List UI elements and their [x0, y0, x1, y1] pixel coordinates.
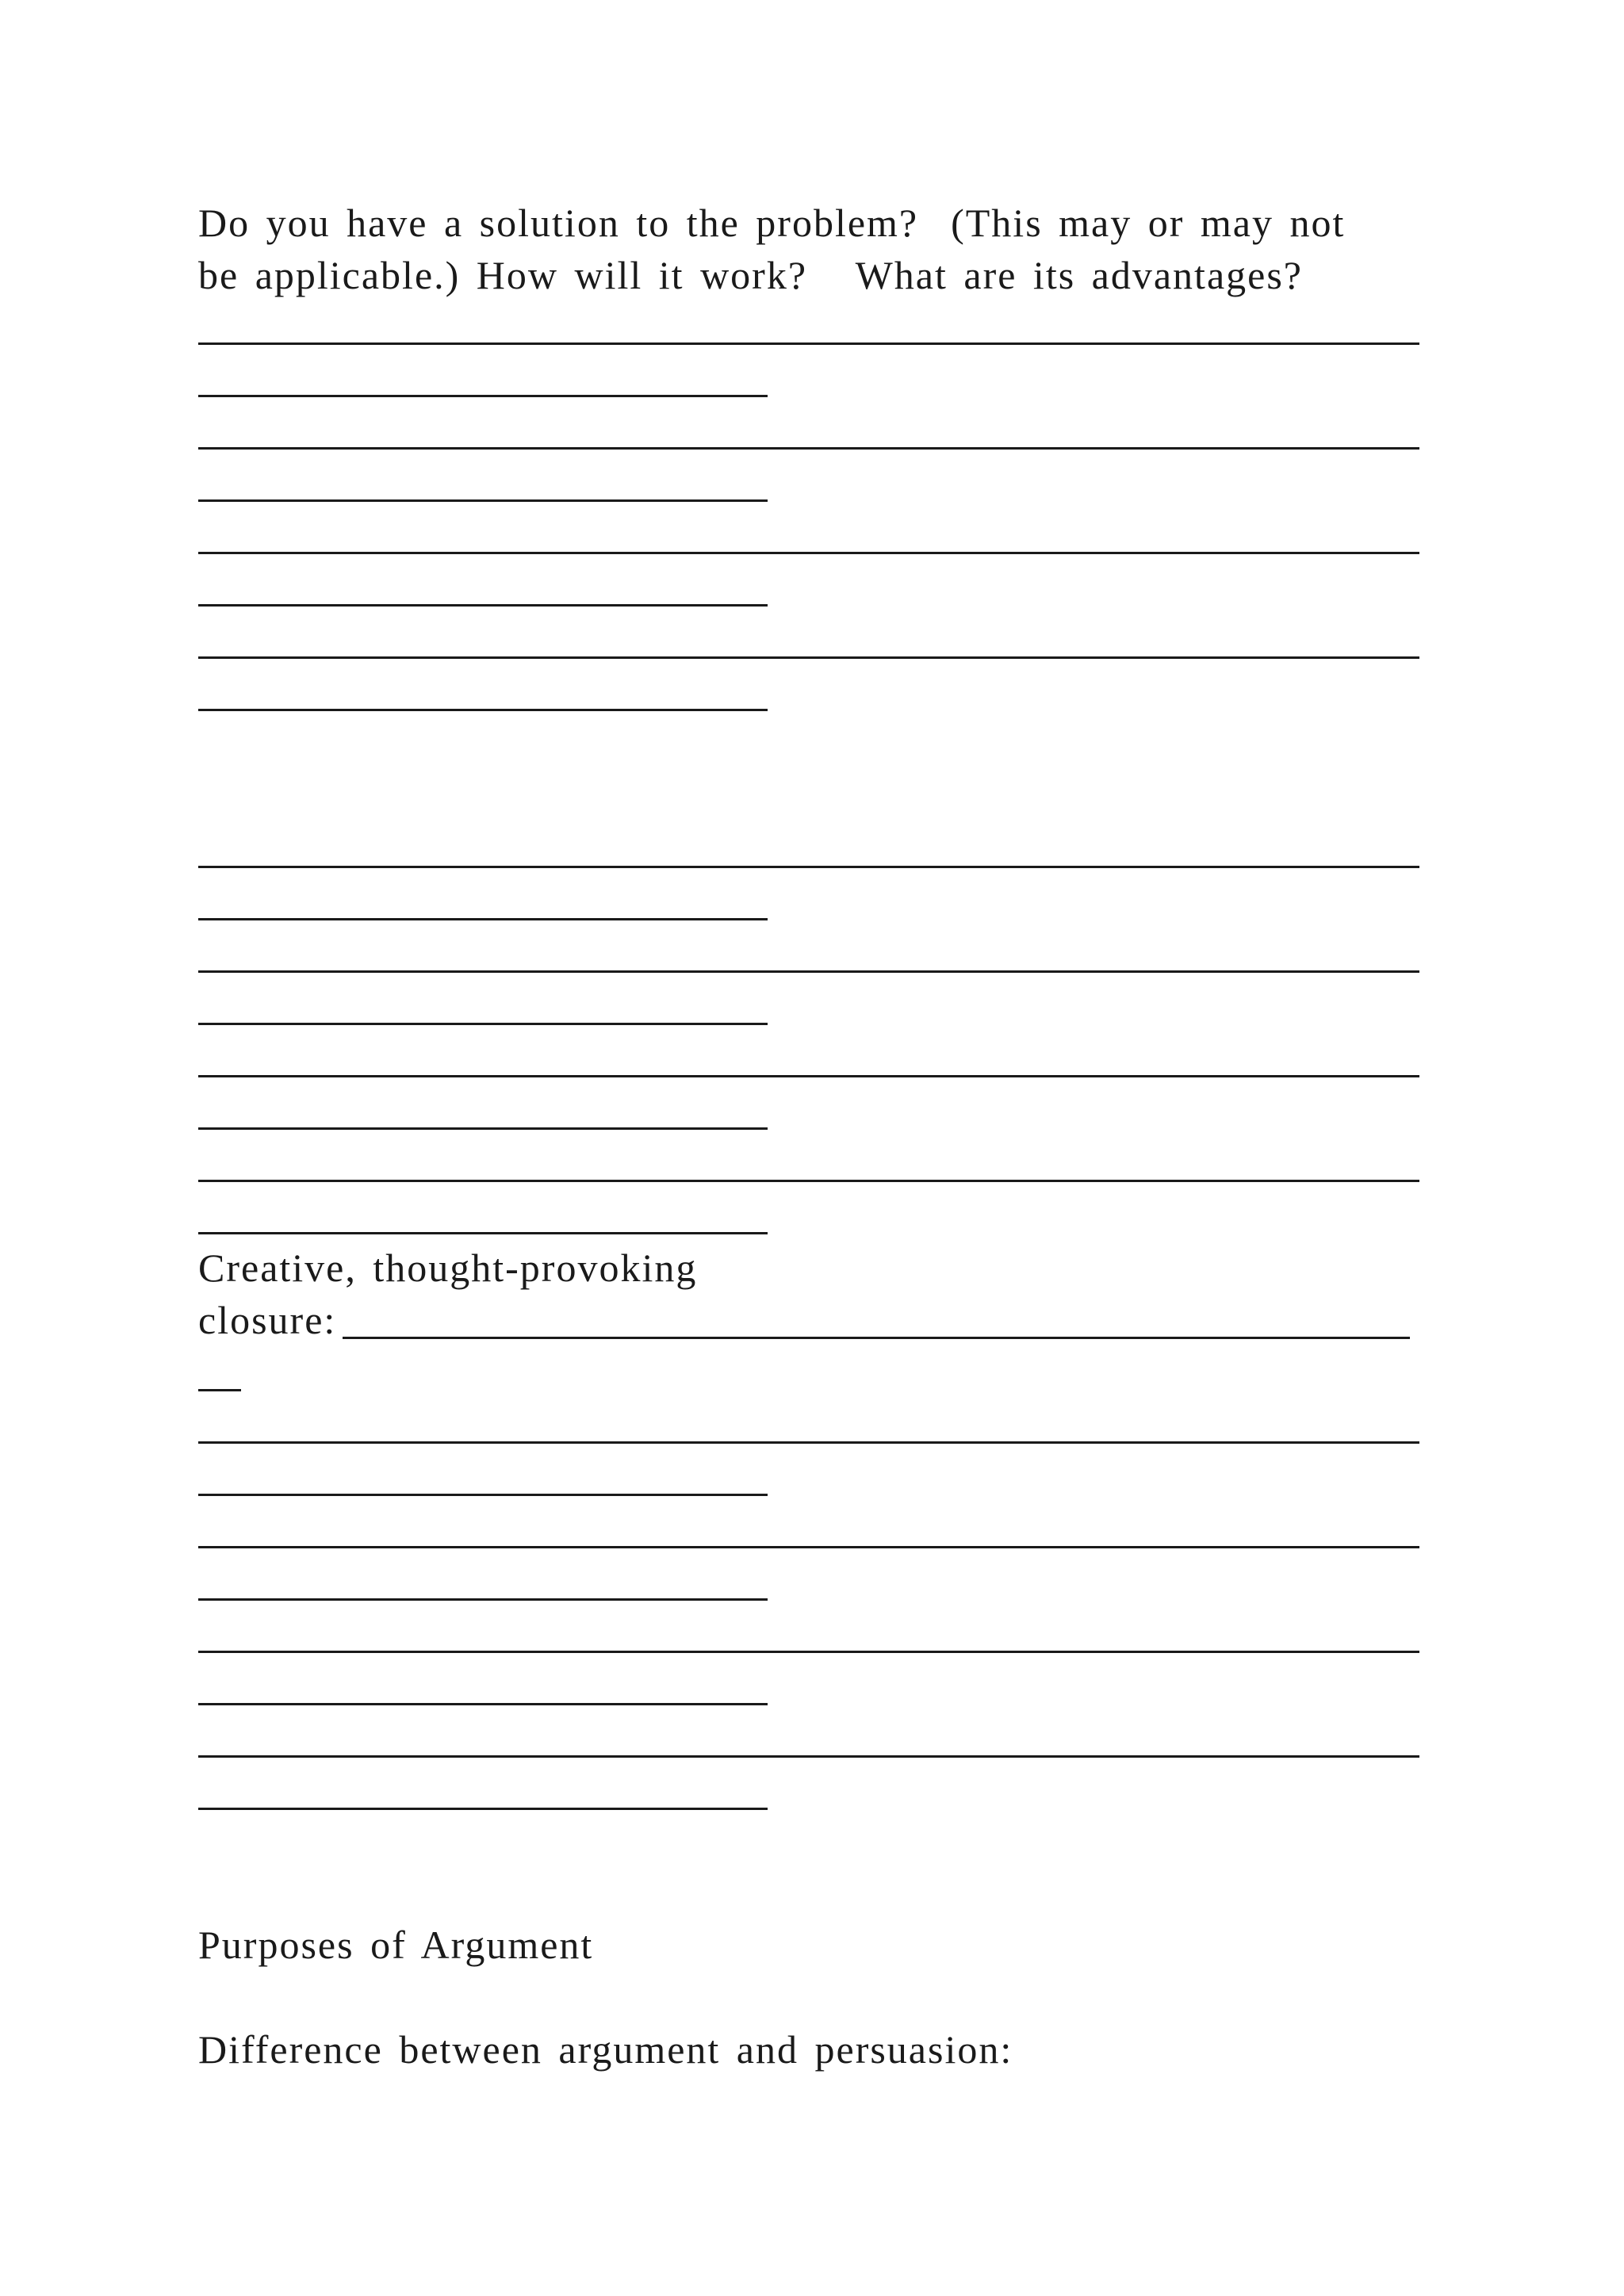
closure-line-1: Creative, thought-provoking — [198, 1246, 698, 1290]
blank-line[interactable] — [198, 604, 768, 607]
blank-line[interactable] — [198, 499, 768, 502]
blank-line[interactable] — [198, 1127, 768, 1130]
blank-line[interactable] — [198, 1755, 1419, 1758]
blank-line[interactable] — [198, 918, 768, 920]
blank-line[interactable] — [198, 342, 1419, 345]
blank-line[interactable] — [198, 866, 1419, 868]
closure-label: closure: — [198, 1298, 337, 1342]
blank-line[interactable] — [198, 447, 1419, 450]
question-line-1: Do you have a solution to the problem? (This may or may not — [198, 201, 1346, 245]
blank-line[interactable] — [198, 1703, 768, 1705]
blank-line[interactable] — [198, 1232, 768, 1234]
section-heading: Purposes of Argument — [198, 1923, 594, 1967]
blank-line[interactable] — [198, 1180, 1419, 1182]
blank-line[interactable] — [198, 1598, 768, 1601]
blank-line[interactable] — [198, 656, 1419, 659]
closure-blank-line[interactable] — [343, 1337, 1410, 1339]
blank-line[interactable] — [198, 552, 1419, 554]
blank-line[interactable] — [198, 395, 768, 397]
blank-line[interactable] — [198, 1389, 241, 1391]
blank-line[interactable] — [198, 1494, 768, 1496]
blank-line[interactable] — [198, 1808, 768, 1810]
blank-line[interactable] — [198, 709, 768, 711]
blank-line[interactable] — [198, 1023, 768, 1025]
question-line-2: be applicable.) How will it work? What are its advantages? — [198, 253, 1303, 297]
blank-line[interactable] — [198, 1441, 1419, 1444]
blank-line[interactable] — [198, 970, 1419, 973]
blank-line[interactable] — [198, 1075, 1419, 1077]
difference-prompt: Difference between argument and persuasion: — [198, 2027, 1013, 2072]
blank-line[interactable] — [198, 1651, 1419, 1653]
blank-line[interactable] — [198, 1546, 1419, 1548]
